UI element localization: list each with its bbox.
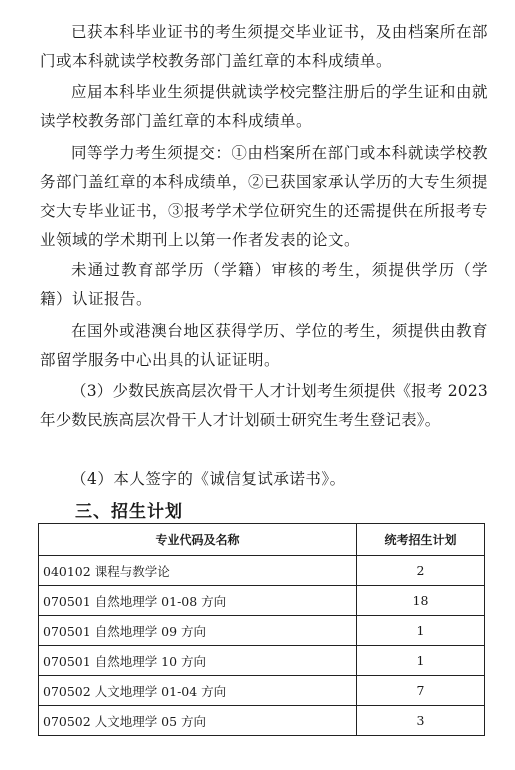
- major-cell: 070501 自然地理学 10 方向: [39, 646, 357, 676]
- major-cell: 070501 自然地理学 01-08 方向: [39, 586, 357, 616]
- column-header-count: 统考招生计划: [357, 524, 485, 556]
- major-cell: 070502 人文地理学 05 方向: [39, 706, 357, 736]
- count-cell: 18: [357, 586, 485, 616]
- count-cell: 3: [357, 706, 485, 736]
- table-row: [39, 586, 485, 616]
- paragraph-equivalent-education: 同等学力考生须提交：①由档案所在部门或本科就读学校教务部门盖红章的本科成绩单，②已获国家承认学历的大专生须提交大专毕业证书，③报考学术学位研究生的还需提供在所报考专业领域的学术期刊上以第一作者发表的论文。: [40, 144, 489, 249]
- enrollment-plan-table: [38, 523, 485, 736]
- major-cell: 040102 课程与教学论: [39, 556, 357, 586]
- count-cell: 7: [357, 676, 485, 706]
- count-cell: 2: [357, 556, 485, 586]
- column-header-major: 专业代码及名称: [39, 524, 357, 556]
- table-row: [39, 646, 485, 676]
- table-row: [39, 706, 485, 736]
- count-cell: 1: [357, 646, 485, 676]
- paragraph-credential-verification: 未通过教育部学历（学籍）审核的考生，须提供学历（学籍）认证报告。: [40, 261, 488, 308]
- paragraph-graduate-certificate: 已获本科毕业证书的考生须提交毕业证书，及由档案所在部门或本科就读学校教务部门盖红章的本科成绩单。: [40, 23, 488, 70]
- paragraph-minority-program: （3）少数民族高层次骨干人才计划考生须提供《报考 2023 年少数民族高层次骨干人才计划硕士研究生考生登记表》。: [40, 382, 488, 429]
- table-header-row: [39, 524, 485, 556]
- major-cell: 070502 人文地理学 01-04 方向: [39, 676, 357, 706]
- table-row: [39, 676, 485, 706]
- table-row: [39, 556, 485, 586]
- paragraph-overseas-degree: 在国外或港澳台地区获得学历、学位的考生，须提供由教育部留学服务中心出具的认证证明。: [40, 322, 488, 369]
- table-row: [39, 616, 485, 646]
- paragraph-integrity-pledge: （4）本人签字的《诚信复试承诺书》。: [71, 470, 346, 488]
- major-cell: 070501 自然地理学 09 方向: [39, 616, 357, 646]
- section-title-enrollment-plan: 三、招生计划: [75, 502, 183, 522]
- paragraph-current-graduate: 应届本科毕业生须提供就读学校完整注册后的学生证和由就读学校教务部门盖红章的本科成绩单。: [40, 83, 488, 130]
- count-cell: 1: [357, 616, 485, 646]
